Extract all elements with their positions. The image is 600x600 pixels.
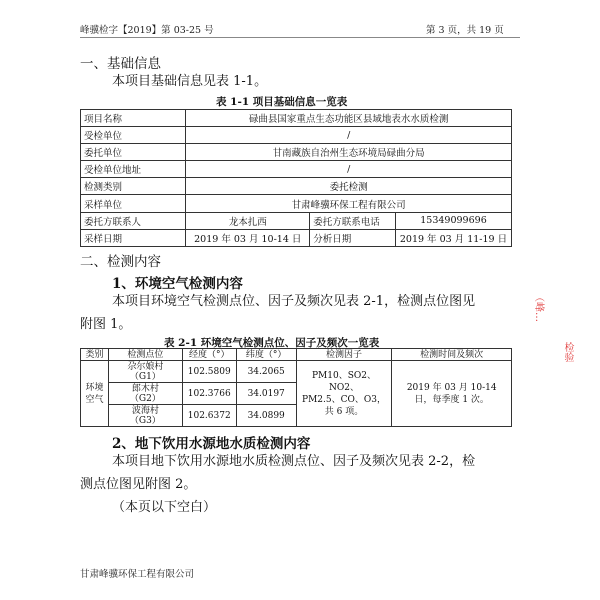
point-name: 郎木村 xyxy=(131,383,159,394)
point-code: （G3） xyxy=(129,415,161,426)
longitude-cell: 102.3766 xyxy=(182,383,236,405)
timing-line1: 2019 年 03 月 10-14 xyxy=(406,382,497,393)
timing-line2: 日，每季度 1 次。 xyxy=(414,394,489,405)
subsection-groundwater-para-line2: 测点位图见附图 2。 xyxy=(80,477,197,492)
factors-line1: PM10、SO2、NO2、 xyxy=(312,370,376,393)
longitude-cell: 102.6372 xyxy=(182,405,236,427)
row-value: 龙本扎西 xyxy=(186,212,310,229)
basic-info-table xyxy=(80,109,512,247)
latitude-cell: 34.0197 xyxy=(236,383,296,405)
factors-cell xyxy=(296,361,392,427)
point-code: （G1） xyxy=(129,371,161,382)
table-row xyxy=(81,144,512,161)
table-row xyxy=(81,361,512,383)
row-value: / xyxy=(186,127,512,144)
table-row xyxy=(81,127,512,144)
row-value: 15349099696 xyxy=(396,212,512,229)
table-row xyxy=(81,110,512,127)
header-rule xyxy=(80,37,520,38)
footer-company: 甘肃峰骥环保工程有限公司 xyxy=(80,569,195,580)
point-code: （G2） xyxy=(129,393,161,404)
subsection-air-para-line1: 本项目环境空气检测点位、因子及频次见表 2-1，检测点位图见 xyxy=(112,294,476,309)
point-cell xyxy=(108,405,182,427)
header-factors: 检测因子 xyxy=(296,349,392,361)
factors-line2: PM2.5、CO、O3， xyxy=(302,394,386,405)
blank-page-note: （本页以下空白） xyxy=(112,500,217,515)
table-header-row xyxy=(81,349,512,361)
air-monitoring-table xyxy=(80,348,512,427)
header-latitude: 纬度（°） xyxy=(236,349,296,361)
table-row xyxy=(81,178,512,195)
row-value: 2019 年 03 月 11-19 日 xyxy=(396,229,512,246)
table-row xyxy=(81,229,512,246)
factors-line3: 共 6 项。 xyxy=(324,406,364,417)
subsection-air-para-line2: 附图 1。 xyxy=(80,317,132,332)
header-longitude: 经度（°） xyxy=(182,349,236,361)
table-1-1-caption: 表 1-1 项目基础信息一览表 xyxy=(216,96,348,108)
subsection-groundwater-para-line1: 本项目地下饮用水源地水质检测点位、因子及频次见表 2-2，检 xyxy=(112,454,476,469)
row-value: 委托检测 xyxy=(186,178,512,195)
document-number: 峰骥检字【2019】第 03-25 号 xyxy=(80,25,214,36)
row-label: 采样单位 xyxy=(81,195,186,212)
longitude-cell: 102.5809 xyxy=(182,361,236,383)
seal-stamp-fragment: （峰… xyxy=(533,292,544,322)
point-name: 尕尔娘村 xyxy=(127,361,164,372)
table-row xyxy=(81,212,512,229)
row-label: 受检单位 xyxy=(81,127,186,144)
section-basic-info-intro: 本项目基础信息见表 1-1。 xyxy=(112,74,268,89)
table-2-1-caption: 表 2-1 环境空气检测点位、因子及频次一览表 xyxy=(164,337,380,349)
row-label: 采样日期 xyxy=(81,229,186,246)
header-point: 检测点位 xyxy=(108,349,182,361)
row-label: 委托方联系人 xyxy=(81,212,186,229)
row-value: 甘肃峰骥环保工程有限公司 xyxy=(186,195,512,212)
table-row xyxy=(81,195,512,212)
latitude-cell: 34.2065 xyxy=(236,361,296,383)
seal-stamp-side-text: 检验 xyxy=(562,342,573,362)
point-cell xyxy=(108,383,182,405)
row-label: 受检单位地址 xyxy=(81,161,186,178)
header-timing: 检测时间及频次 xyxy=(392,349,512,361)
row-label: 检测类别 xyxy=(81,178,186,195)
subsection-air-title: 1、环境空气检测内容 xyxy=(112,276,243,292)
section-basic-info-title: 一、基础信息 xyxy=(80,56,161,72)
row-label: 分析日期 xyxy=(310,229,396,246)
page-info: 第 3 页，共 19 页 xyxy=(426,25,504,36)
row-value: / xyxy=(186,161,512,178)
latitude-cell: 34.0899 xyxy=(236,405,296,427)
row-value: 碌曲县国家重点生态功能区县域地表水水质检测 xyxy=(186,110,512,127)
row-label: 委托单位 xyxy=(81,144,186,161)
section-test-content-title: 二、检测内容 xyxy=(80,254,161,270)
row-value: 甘南藏族自治州生态环境局碌曲分局 xyxy=(186,144,512,161)
subsection-groundwater-title: 2、地下饮用水源地水质检测内容 xyxy=(112,436,311,452)
point-name: 波海村 xyxy=(131,405,159,416)
category-cell: 环境空气 xyxy=(81,361,109,427)
point-cell xyxy=(108,361,182,383)
table-row xyxy=(81,161,512,178)
timing-cell xyxy=(392,361,512,427)
header-category: 类别 xyxy=(81,349,109,361)
row-label: 委托方联系电话 xyxy=(310,212,396,229)
row-value: 2019 年 03 月 10-14 日 xyxy=(186,229,310,246)
row-label: 项目名称 xyxy=(81,110,186,127)
